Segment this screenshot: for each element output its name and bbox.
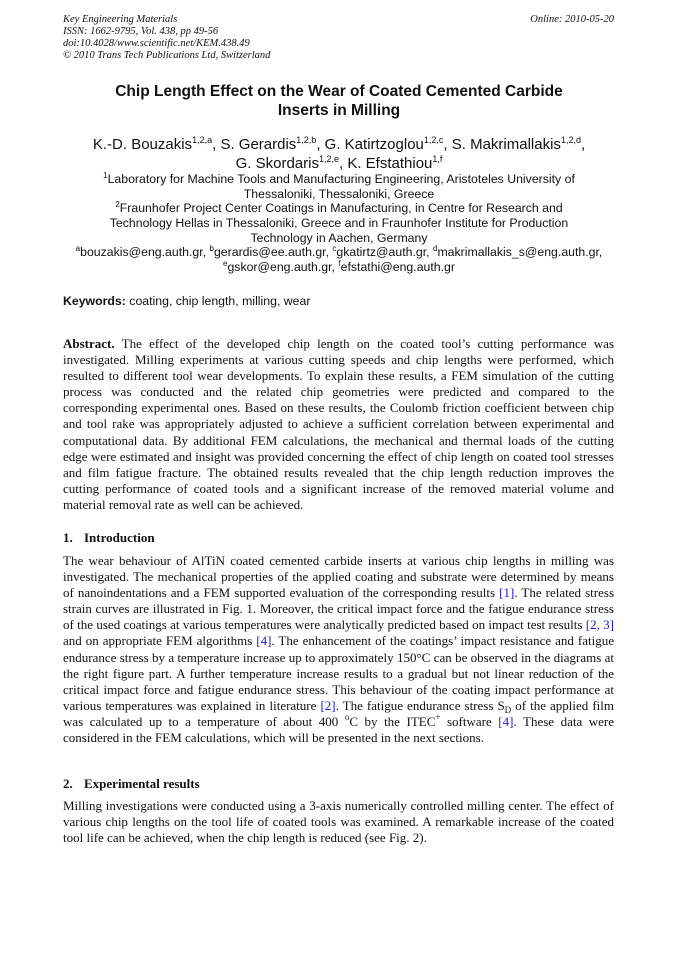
journal-info: [63, 14, 270, 62]
section-heading-introduction: [63, 530, 155, 546]
introduction-paragraph: The wear behaviour of AlTiN coated cemented carbide inserts at various chip lengths in milling was investigated. The mechanical properties of the applied coating and substrate were determined by means of nanoindentations and a FEM supported evaluation of the corresponding results [1]. The related stress strain curves are illustrated in Fig. 1. Moreover, the critical impact force and the fatigue endurance stress of the used coatings at various temperatures were analytically predicted based on impact test results [2, 3] and on appropriate FEM algorithms [4]. The enhancement of the coatings’ impact resistance and fatigue endurance stress by a temperature increase up to approximately 150°C can be observed in the diagrams at the right figure part. A further temperature increase results to a gradual but not linear reduction of the critical impact force and fatigue endurance stress. This behaviour of the coating impact performance at various temperatures was explained in literature [2]. The fatigue endurance stress $S_D$ of the applied film was calculated up to a temperature of about 400 $^o$C by the ITEC+ software [4]. These data were considered in the FEM calculations, which will be presented in the next sections.: [63, 553, 615, 746]
email-address[interactable]: gkatirtz@auth.gr,: [336, 245, 430, 259]
email-mark: d: [432, 244, 438, 253]
author-affiliation-mark: 1,2,d: [560, 135, 581, 145]
citation-link[interactable]: [1]: [499, 585, 515, 601]
email-list: [58, 245, 620, 275]
citation-link[interactable]: [2]: [320, 697, 336, 713]
section-number: 1.: [63, 530, 73, 545]
title-line-2: Inserts in Milling: [277, 102, 401, 119]
section-title: Introduction: [84, 530, 155, 545]
author-name: G. Katirtzoglou: [324, 136, 424, 153]
section-title: Experimental results: [84, 776, 200, 791]
keywords-text: coating, chip length, milling, wear: [129, 294, 311, 308]
keywords: [63, 294, 310, 309]
author-name: S. Makrimallakis: [451, 136, 561, 153]
email-address[interactable]: efstathi@eng.auth.gr: [340, 260, 455, 274]
email-address[interactable]: makrimallakis_s@eng.auth.gr,: [437, 245, 603, 259]
abstract: [63, 336, 614, 513]
email-address[interactable]: gerardis@ee.auth.gr,: [213, 245, 329, 259]
email-mark: b: [209, 244, 214, 253]
author-affiliation-mark: 1,2,a: [192, 135, 213, 145]
citation-link[interactable]: [2, 3]: [585, 617, 614, 633]
citation-link[interactable]: [4]: [498, 713, 514, 729]
email-mark: a: [75, 244, 81, 253]
author-affiliation-mark: 1,2,b: [296, 135, 317, 145]
author-name: K. Efstathiou: [347, 155, 433, 172]
section-number: 2.: [63, 776, 73, 791]
journal-doi: doi:10.4028/www.scientific.net/KEM.438.49: [63, 38, 250, 49]
abstract-label: Abstract.: [63, 336, 115, 351]
author-name: S. Gerardis: [220, 136, 297, 153]
keywords-label: Keywords:: [63, 294, 126, 308]
author-affiliation-mark: 1,f: [432, 154, 443, 164]
email-mark: f: [338, 259, 341, 268]
author-list: [0, 135, 678, 173]
author-name: G. Skordaris: [235, 155, 319, 172]
title-line-1: Chip Length Effect on the Wear of Coated Cemented Carbide: [115, 83, 563, 100]
email-address[interactable]: bouzakis@eng.auth.gr,: [80, 245, 207, 259]
affiliation-mark: 1: [103, 171, 108, 180]
affiliation-1: [60, 172, 618, 202]
author-line-2: G. Skordaris$^{1,2,e}$, K. Efstathiou$^{1,f}$: [235, 154, 443, 172]
email-address[interactable]: gskor@eng.auth.gr,: [227, 260, 335, 274]
citation-link[interactable]: [4]: [256, 633, 272, 649]
author-affiliation-mark: 1,2,c: [423, 135, 444, 145]
affiliation-text: Laboratory for Machine Tools and Manufacturing Engineering, Aristoteles University of: [107, 172, 575, 186]
journal-issn: ISSN: 1662-9795, Vol. 438, pp 49-56: [63, 26, 219, 37]
affiliation-2: [60, 201, 618, 246]
author-affiliation-mark: 1,2,e: [318, 154, 339, 164]
affiliation-mark: 2: [115, 200, 120, 209]
journal-copyright: © 2010 Trans Tech Publications Ltd, Switzerland: [63, 50, 271, 61]
author-line-1: K.-D. Bouzakis$^{1,2,a}$, S. Gerardis$^{1,2,b}$, G. Katirtzoglou$^{1,2,c}$, S. Makrimallakis$^{1,2,d}$,: [92, 135, 586, 153]
email-mark: c: [332, 244, 337, 253]
journal-name: Key Engineering Materials: [63, 14, 178, 25]
affiliation-text: Technology Hellas in Thessaloniki, Greece and in Fraunhofer Institute for Production: [109, 216, 569, 230]
email-mark: e: [223, 259, 228, 268]
paper-title: [0, 82, 678, 120]
affiliation-text: Thessaloniki, Thessaloniki, Greece: [243, 187, 435, 201]
abstract-text: The effect of the developed chip length on the coated tool’s cutting performance was investigated. Milling experiments at various cutting speeds and chip lengths were performed, which resulted to different tool wear developments. To explain these results, a FEM simulation of the cutting process was conducted and the related chip geometries were predicted and compared to the corresponding experimental ones. Based on these results, the Coulomb friction coefficient between chip and tool rake was appropriately adjusted to achieve a sufficient correlation between experimental and computational data. By additional FEM calculations, the mechanical and thermal loads of the cutting edge were estimated and insight was provided concerning the effect of chip length on coated tool stresses and film fatigue fracture. The obtained results revealed that the chip length reduction improves the cutting performance of coated tools and a significant increase of the removed material volume and material removal rate as well can be achieved.: [63, 336, 615, 512]
experimental-paragraph: Milling investigations were conducted using a 3-axis numerically controlled milling center. The effect of various chip lengths on the tool life of coated tools was examined. A remarkable increase of the coated tool life can be achieved, when the chip length is reduced (see Fig. 2).: [63, 798, 614, 846]
affiliation-text: Fraunhofer Project Center Coatings in Manufacturing, in Centre for Research and: [119, 201, 563, 215]
affiliation-text: Technology in Aachen, Germany: [250, 231, 428, 245]
author-name: K.-D. Bouzakis: [92, 136, 193, 153]
section-heading-experimental-results: [63, 776, 200, 792]
online-date: Online: 2010-05-20: [530, 14, 614, 25]
